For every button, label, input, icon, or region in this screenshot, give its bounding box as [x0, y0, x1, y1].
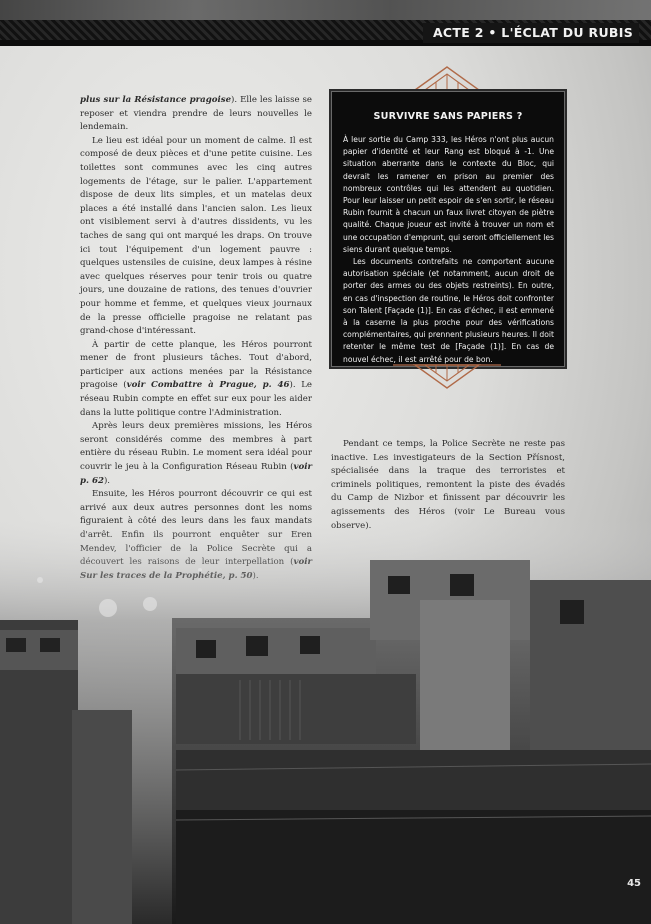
top-texture-band: [0, 0, 651, 20]
paragraph-3-text-a: À partir de cette planque, les Héros pourront mener de front plusieurs tâches. Tout d'abord, participer aux actions menées par la Résistance pragoise (: [80, 339, 312, 391]
paragraph-4-text-a: Après leurs deux premières missions, les Héros seront considérés comme des membres à part entière du réseau Rubin. Le moment sera idéal pour couvrir le jeu à la Configuration Réseau Rubin (: [80, 421, 312, 473]
chapter-title: ACTE 2 • L'ÉCLAT DU RUBIS: [423, 23, 639, 43]
paragraph-4: [80, 420, 312, 488]
right-paragraph-1: Pendant ce temps, la Police Secrète ne reste pas inactive. Les investigateurs de la Section Přísnost, spécialisée dans la traque des terroristes et criminels politiques, remontent la piste des évadés du Camp de Nizbor et finissent par découvrir les agissements des Héros (voir Le Bureau vous: [331, 439, 565, 517]
resistance-ref: plus sur la Résistance pragoise: [80, 95, 232, 105]
paragraph-1-text: ). Elle les laisse se reposer et viendra prendre de leurs nouvelles le lendemain.: [80, 95, 312, 133]
sidebar-body: [332, 134, 564, 366]
right-column: [331, 438, 565, 533]
sidebar-paragraph-2: Les documents contrefaits ne comportent aucune autorisation spéciale (et notamment, aucun droit de porter des armes ou des objets restreints). En outre, en cas d'inspection de routine, le Héros doit confronter son Talent [Façade (1)]. En cas d'échec, il est emmené à la caserne la plus proche pour des vérifications complémentaires, qui prennent plusieurs heures. Il doit retenter le même test de [Façade (1)]. En cas de nouvel échec, il est arrêté pour de bon.: [343, 257, 554, 364]
paragraph-3-text-b: ). Le réseau Rubin compte en effet sur eux pour les aider dans la lutte politique contre l'Administration.: [80, 380, 312, 418]
building-illustration: [0, 520, 651, 924]
paragraph-2: Le lieu est idéal pour un moment de calme. Il est composé de deux pièces et d'une petite cuisine. Les toilettes sont communes avec les cinq autres logements de l'étage, sur le palier. L'appartement dispose de deux lits simples, et un matelas deux places a été installé dans l'ancien salon. Les lieux ont visiblement servi à d'autres dissidents, vu les taches de sang qui ont marqué les draps. On trouve ici tout l'équipement d'un logement pauvre : quelques ustensiles de cuisine, deux lampes à résine avec quelques réserves pour tenir trois ou quatre jours, une douzaine de rations, des tenues d'ouvrier pour homme et femme, et quelques vieux journaux de la presse officielle pragoise ne relatant pas grand-chose d'intéressant.: [80, 135, 312, 337]
page-ref-62[interactable]: voir p. 62: [80, 462, 312, 486]
sidebar-paragraph-1: À leur sortie du Camp 333, les Héros n'ont plus aucun papier d'identité et leur Rang est bloqué à -1. Une situation aberrante dans le contexte du Bloc, qui devrait les ramener en prison au premier des nombreux contrôles qui les attendent au quotidien. Pour leur laisser un petit espoir de s'en sortir, le réseau Rubin fournit à chacun un faux livret citoyen de piètre qualité. Chaque joueur est invité à trouver un nom et une occupation d'emprunt, qui seront officiellement les siens durant quelque temps.: [343, 135, 554, 254]
paragraph-5-text-a: Ensuite, les Héros pourront découvrir ce qui est arrivé aux deux autres personnes dont les noms: [80, 489, 312, 513]
box-bottom-ornament-icon: [393, 364, 501, 390]
page-number: 45: [627, 878, 641, 889]
paragraph-3: [80, 339, 312, 421]
page-ref-46[interactable]: voir Combattre à Prague, p. 46: [126, 380, 290, 391]
box-top-ornament-icon: [393, 65, 501, 91]
sidebar-box: [331, 91, 565, 367]
paragraph-1: [80, 94, 312, 135]
left-column: [80, 94, 312, 583]
sidebar-title: SURVIVRE SANS PAPIERS ?: [373, 111, 523, 122]
paragraph-4-text-b: ).: [103, 475, 111, 486]
